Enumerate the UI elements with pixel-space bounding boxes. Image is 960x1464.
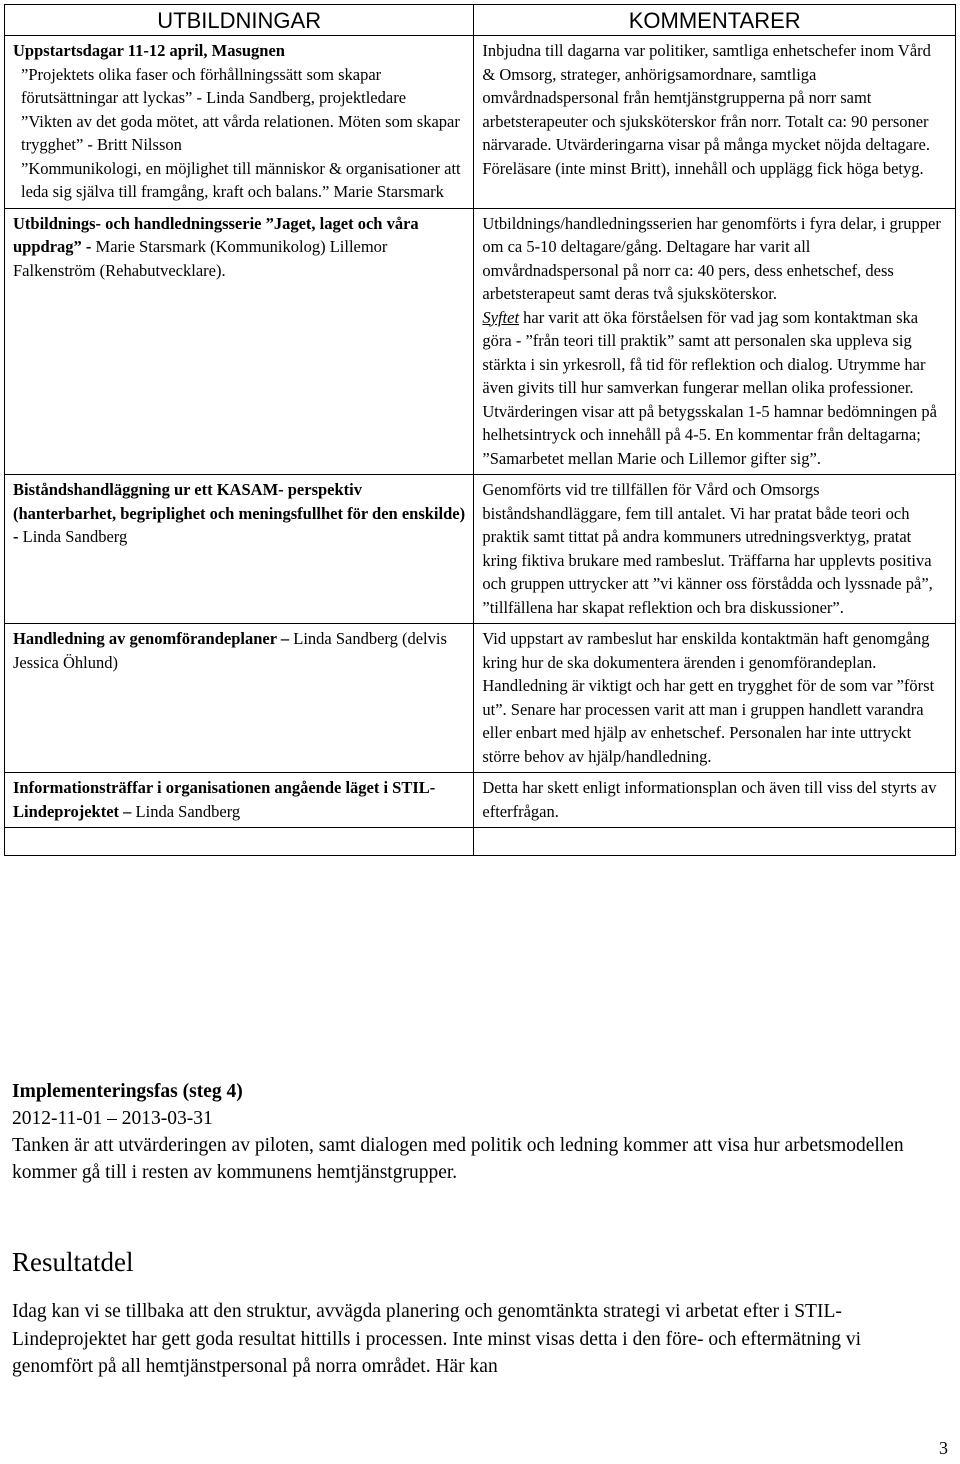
education-cell: [5, 624, 474, 773]
education-title: Biståndshandläggning ur ett KASAM- perspektiv (hanterbarhet, begriplighet och meningsfullhet för den enskilde) -: [13, 480, 466, 546]
comment-text: Handledning är viktigt och har gett en trygghet för de som var ”först ut”. Senare har processen varit att man i gruppen handlett varandra eller enbart med hjälp av enhetschef. Personalen har inte uttryckt större behov av hjälp/handledning.: [482, 676, 935, 766]
education-presenters: Linda Sandberg: [135, 801, 241, 821]
table-row: [5, 475, 956, 624]
education-item: ”Vikten av det goda mötet, att vårda relationen. Möten som skapar trygghet” - Britt Nilsson: [21, 111, 460, 154]
comment-cell: [474, 36, 956, 209]
table-header-row: [5, 5, 956, 36]
implementation-section: [12, 1078, 942, 1186]
comment-text: Genomförts vid tre tillfällen för Vård och Omsorgs biståndshandläggare, fem till antalet. Vi har pratat både teori och praktik samt tittat på andra kommuners utredningsverktyg, pratat kring fiktiva brukare med rambeslut. Träffarna har upplevts positiva och gruppen uttrycker att ”vi känner oss förstådda och lyssnade på”, ”tillfällena har skapat reflektion och bra diskussioner”.: [482, 480, 933, 617]
table-row: [5, 208, 956, 475]
implementation-dates: 2012-11-01 – 2013-03-31: [12, 1108, 213, 1129]
comment-cell: [474, 773, 956, 828]
education-cell: [5, 36, 474, 209]
comment-cell: [474, 624, 956, 773]
comment-text: Detta har skett enligt informationsplan och även till viss del styrts av efterfrågan.: [482, 778, 937, 821]
education-title: Utbildnings- och handledningsserie ”Jaget, laget och våra uppdrag” -: [13, 213, 419, 256]
comment-cell: [474, 475, 956, 624]
comment-text: Vid uppstart av rambeslut har enskilda kontaktmän haft genomgång kring hur de ska dokumentera ärenden i genomförandeplan.: [482, 629, 930, 672]
education-title: Uppstartsdagar 11-12 april, Masugnen: [13, 41, 285, 60]
education-title: Informationsträffar i organisationen angående läget i STIL-Lindeprojektet: [13, 778, 436, 821]
education-cell: [5, 475, 474, 624]
result-heading: Resultatdel: [12, 1247, 134, 1277]
page-number: 3: [939, 1438, 948, 1458]
education-title: Handledning av genomförandeplaner: [13, 629, 277, 648]
education-cell: [5, 773, 474, 828]
result-section: [12, 1244, 942, 1381]
education-presenters: Linda Sandberg (delvis Jessica Öhlund): [13, 629, 447, 672]
comment-text: Utvärderingen visar att på betygsskalan 1-5 hamnar bedömningen på helhetsintryck och innehåll på 4-5. En kommentar från deltagarna; ”Samarbetet mellan Marie och Lillemor gifter sig”.: [482, 401, 937, 468]
education-table: [4, 4, 956, 856]
empty-cell: [5, 828, 474, 856]
table-row: [5, 36, 956, 209]
education-presenters: Linda Sandberg: [18, 527, 128, 546]
title-dash: –: [276, 629, 294, 648]
header-kommentarer: KOMMENTARER: [474, 5, 956, 36]
result-text: Idag kan vi se tillbaka att den struktur, avvägda planering och genomtänkta strategi vi arbetat efter i STIL-Lindeprojektet har gett goda resultat hittills i processen. Inte minst visas detta i den före- och eftermätning vi genomfört på all hemtjänstpersonal på norra området. Här kan: [12, 1301, 862, 1377]
comment-text: Utbildnings/handledningsserien har genomförts i fyra delar, i grupper om ca 5-10 deltagare/gång. Deltagare har varit all omvårdnadspersonal på norr ca: 40 pers, dess enhetschef, dess arbetsterapeut samt deras två sjuksköterskor.: [482, 213, 941, 303]
comment-cell: [474, 208, 956, 475]
table-row: [5, 773, 956, 828]
implementation-text: Tanken är att utvärderingen av piloten, samt dialogen med politik och ledning kommer att visa hur arbetsmodellen kommer gå till i resten av kommunens hemtjänstgrupper.: [12, 1135, 904, 1183]
education-item: ”Kommunikologi, en möjlighet till människor & organisationer att leda sig själva till framgång, kraft och balans.” Marie Starsmark: [21, 158, 461, 201]
comment-text: Inbjudna till dagarna var politiker, samtliga enhetschefer inom Vård & Omsorg, strateger, anhörigsamordnare, samtliga omvårdnadspersonal från hemtjänstgrupperna på norr samt arbetsterapeuter och sjuksköterskor från norr. Totalt ca: 90 personer närvarade. Utvärderingarna visar på många mycket nöjda deltagare. Föreläsare (inte minst Britt), innehåll och upplägg fick höga betyg.: [482, 41, 931, 178]
table-row-empty: [5, 828, 956, 856]
comment-text: har varit att öka förståelsen för vad jag som kontaktman ska göra - ”från teori till praktik” samt att personalen ska uppleva sig stärkta i sin yrkesroll, få tid för reflektion och dialog. Utrymme har även givits till hur samverkan fungerar mellan olika professioner.: [482, 307, 926, 397]
title-dash: –: [119, 801, 136, 821]
comment-emphasis: Syftet: [482, 307, 520, 327]
empty-cell: [474, 828, 956, 856]
header-utbildningar: UTBILDNINGAR: [5, 5, 474, 36]
education-presenters: Marie Starsmark (Kommunikolog) Lillemor Falkenström (Rehabutvecklare).: [13, 237, 388, 280]
education-cell: [5, 208, 474, 475]
education-item: ”Projektets olika faser och förhållningssätt som skapar förutsättningar att lyckas” - Linda Sandberg, projektledare: [21, 64, 407, 107]
table-row: [5, 624, 956, 773]
implementation-heading: Implementeringsfas (steg 4): [12, 1081, 243, 1102]
